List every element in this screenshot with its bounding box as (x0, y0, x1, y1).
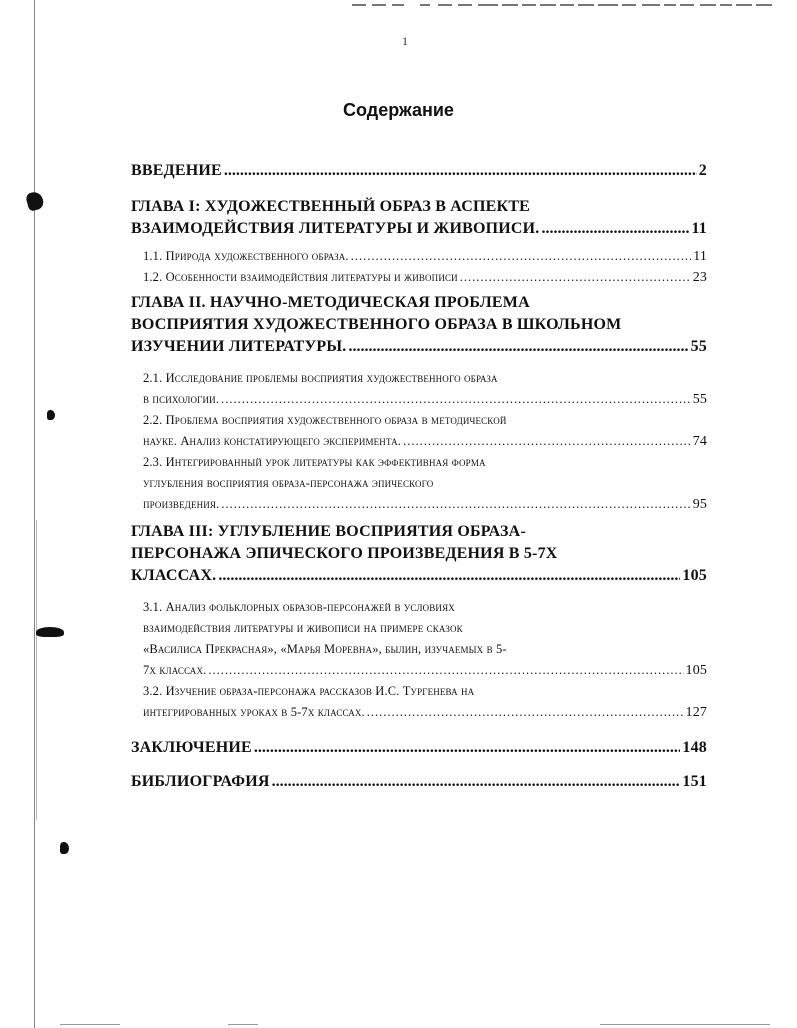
toc-entry-label: интегрированных уроках в 5-7х классах. (143, 705, 365, 719)
toc-entry-section-1-2[interactable] (143, 267, 707, 288)
dot-leader (351, 246, 692, 267)
toc-entry-label: 1.2. Особенности взаимодействия литературы и живописи (143, 270, 458, 284)
toc-page-number: 55 (692, 392, 707, 407)
scan-speck (25, 190, 45, 212)
scan-top-mark (664, 4, 676, 6)
toc-entry-label: углубления восприятия образа-персонажа эпического (143, 476, 434, 490)
toc-entry-label: 3.2. Изучение образа-персонажа рассказов И.С. Тургенева на (143, 684, 475, 698)
scan-top-mark (578, 4, 594, 6)
scan-speck (47, 410, 55, 420)
toc-page-number: 127 (685, 705, 707, 720)
scan-top-mark (438, 4, 452, 6)
toc-entry-label: произведения. (143, 497, 220, 511)
scan-top-mark (352, 4, 366, 6)
toc-entry-label: в психологии. (143, 392, 220, 406)
toc-entry-chapter-3[interactable] (131, 521, 707, 587)
dot-leader (221, 389, 691, 410)
scan-speck (60, 842, 69, 854)
toc-entry-label: ИЗУЧЕНИИ ЛИТЕРАТУРЫ. (131, 338, 347, 355)
toc-entry-conclusion[interactable] (131, 737, 707, 759)
dot-leader (348, 336, 688, 358)
scan-top-mark (560, 4, 574, 6)
scan-top-mark (736, 4, 752, 6)
dot-leader (460, 267, 691, 288)
toc-entry-label: БИБЛИОГРАФИЯ (131, 773, 270, 790)
dot-leader (208, 660, 683, 681)
dot-leader (224, 160, 697, 182)
dot-leader (218, 565, 680, 587)
scan-top-mark (598, 4, 618, 6)
scan-top-mark (680, 4, 694, 6)
dot-leader (254, 737, 680, 759)
scan-top-mark (642, 4, 660, 6)
toc-entry-section-2-3[interactable] (143, 452, 707, 515)
toc-entry-label: ГЛАВА II. НАУЧНО-МЕТОДИЧЕСКАЯ ПРОБЛЕМА (131, 294, 530, 311)
toc-page-number: 105 (685, 663, 707, 678)
scan-top-mark (392, 4, 404, 6)
toc-entry-bibliography[interactable] (131, 771, 707, 793)
toc-entry-introduction[interactable] (131, 160, 707, 182)
toc-entry-label: ВВЕДЕНИЕ (131, 162, 222, 179)
scan-top-mark (502, 4, 518, 6)
toc-page-number: 151 (682, 773, 707, 790)
toc-entry-label: КЛАССАХ. (131, 567, 217, 584)
scan-top-mark (756, 4, 772, 6)
toc-entry-chapter-1[interactable] (131, 196, 707, 240)
scan-top-mark (700, 4, 716, 6)
dot-leader (403, 431, 691, 452)
toc-entry-label: ЗАКЛЮЧЕНИЕ (131, 739, 252, 756)
toc-entry-label: 2.3. Интегрированный урок литературы как эффективная форма (143, 455, 486, 469)
toc-entry-chapter-2[interactable] (131, 292, 707, 358)
scan-top-mark (720, 4, 732, 6)
scan-top-mark (458, 4, 472, 6)
toc-entry-label: «Василиса Прекрасная», «Марья Моревна», былин, изучаемых в 5- (143, 642, 507, 656)
toc-entry-label: взаимодействия литературы и живописи на примере сказок (143, 621, 463, 635)
scan-top-mark (372, 4, 386, 6)
scan-top-mark (540, 4, 556, 6)
dot-leader (367, 702, 684, 723)
page-number: 1 (402, 34, 408, 48)
scan-top-mark (622, 4, 636, 6)
toc-entry-section-3-1[interactable] (143, 597, 707, 681)
toc-page-number: 11 (691, 220, 707, 237)
toc-page-number: 2 (698, 162, 707, 179)
toc-entry-label: 7х классах. (143, 663, 207, 677)
dot-leader (221, 494, 690, 515)
scan-bottom-mark (60, 1024, 120, 1025)
toc-page-number: 55 (690, 338, 707, 355)
scan-edge-line (34, 0, 35, 1028)
toc-entry-label: науке. Анализ констатирующего эксперимента. (143, 434, 402, 448)
dot-leader (272, 771, 681, 793)
table-of-contents (131, 160, 707, 793)
toc-entry-section-3-2[interactable] (143, 681, 707, 723)
scan-bottom-mark (228, 1024, 258, 1025)
toc-entry-section-1-1[interactable] (143, 246, 707, 267)
scan-top-mark (420, 4, 430, 6)
toc-entry-label: ВОСПРИЯТИЯ ХУДОЖЕСТВЕННОГО ОБРАЗА В ШКОЛЬНОМ (131, 316, 622, 333)
scan-edge-line-secondary (36, 520, 37, 820)
toc-entry-label: 1.1. Природа художественного образа. (143, 249, 349, 263)
toc-entry-label: 2.2. Проблема восприятия художественного образа в методической (143, 413, 507, 427)
toc-page-number: 23 (692, 270, 707, 285)
toc-entry-label: 2.1. Исследование проблемы восприятия художественного образа (143, 371, 498, 385)
toc-entry-label: ПЕРСОНАЖА ЭПИЧЕСКОГО ПРОИЗВЕДЕНИЯ В 5-7Х (131, 545, 558, 562)
toc-entry-label: ГЛАВА III: УГЛУБЛЕНИЕ ВОСПРИЯТИЯ ОБРАЗА- (131, 523, 526, 540)
scan-bottom-mark (600, 1024, 770, 1025)
toc-page-number: 95 (692, 497, 707, 512)
scan-top-mark (478, 4, 498, 6)
toc-entry-label: 3.1. Анализ фольклорных образов-персонажей в условиях (143, 600, 455, 614)
page-title: Содержание (343, 100, 454, 120)
toc-entry-section-2-2[interactable] (143, 410, 707, 452)
toc-page-number: 74 (692, 434, 707, 449)
scan-speck (36, 627, 64, 637)
scan-top-mark (522, 4, 536, 6)
toc-entry-section-2-1[interactable] (143, 368, 707, 410)
toc-entry-label: ВЗАИМОДЕЙСТВИЯ ЛИТЕРАТУРЫ И ЖИВОПИСИ. (131, 220, 540, 237)
toc-entry-label: ГЛАВА I: ХУДОЖЕСТВЕННЫЙ ОБРАЗ В АСПЕКТЕ (131, 198, 531, 215)
dot-leader (542, 218, 690, 240)
toc-page-number: 11 (693, 249, 707, 264)
toc-page-number: 148 (682, 739, 707, 756)
toc-page-number: 105 (682, 567, 707, 584)
